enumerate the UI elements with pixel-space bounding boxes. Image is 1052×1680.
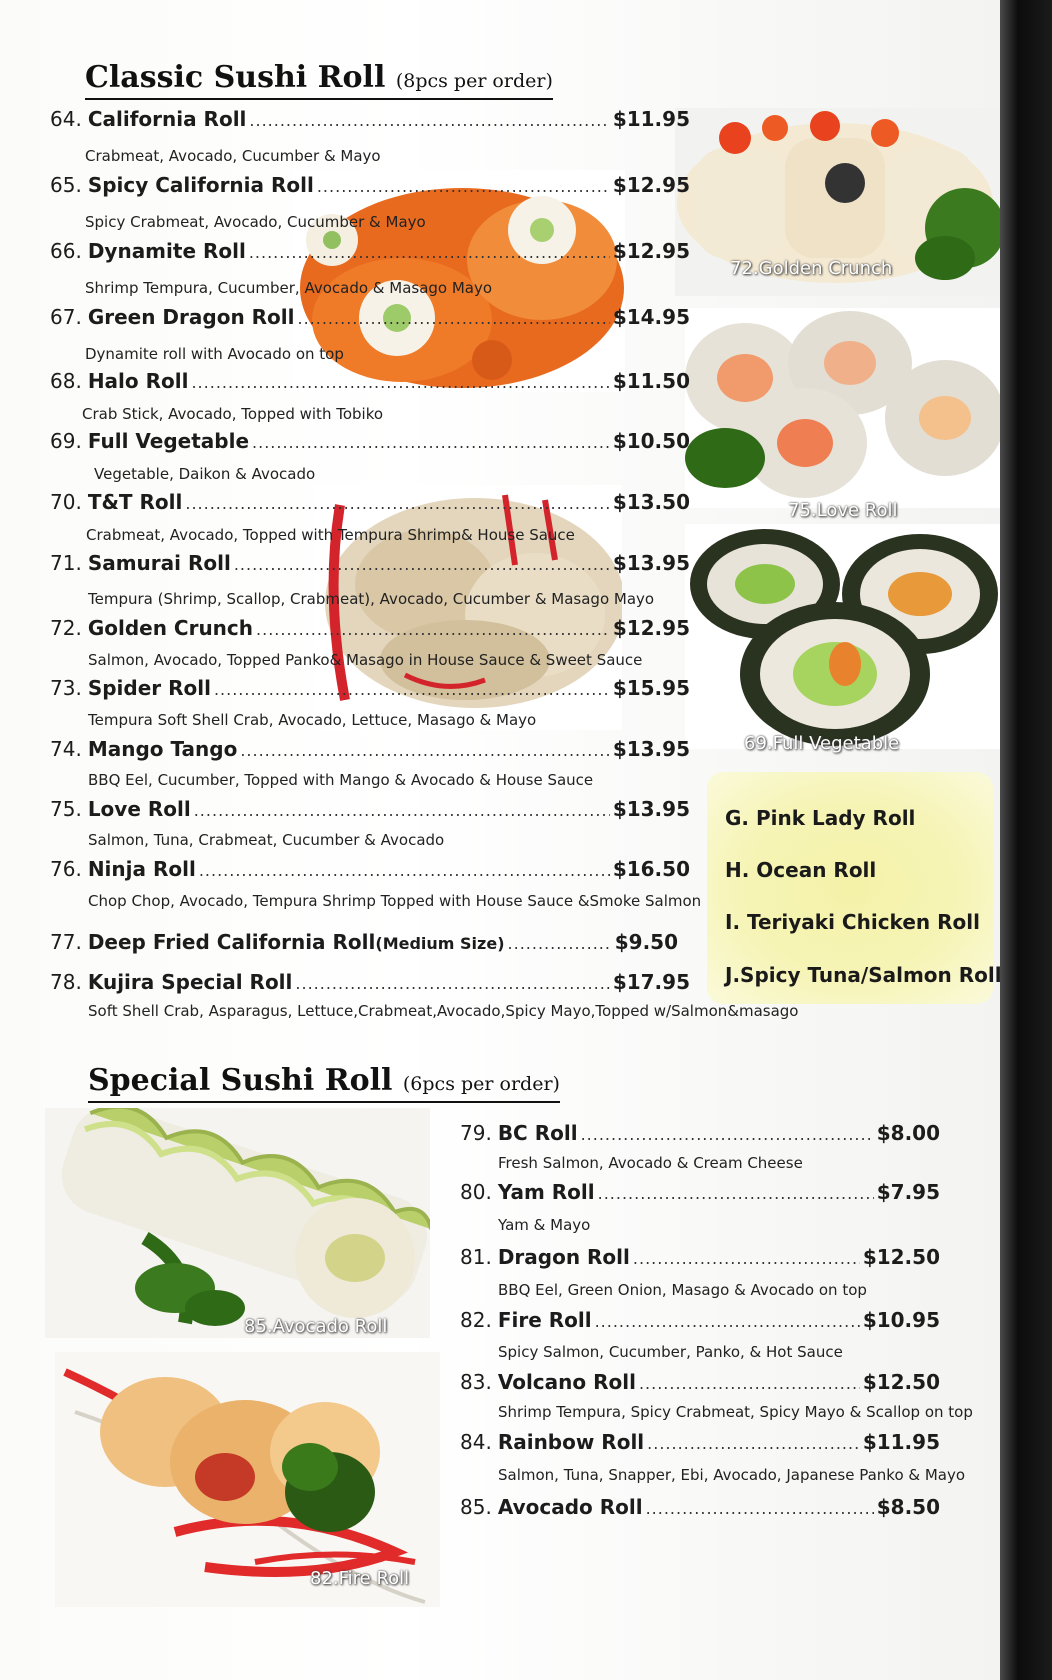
leader-dots [598,1182,874,1206]
leader-dots [214,678,610,702]
item-price: $12.50 [862,1245,940,1269]
menu-item-73 [50,676,690,702]
menu-item-82 [460,1308,940,1334]
menu-item-84 [460,1430,940,1456]
avocado-roll-photo [45,1108,430,1338]
item-price: $7.95 [876,1180,940,1204]
menu-item-70 [50,490,690,516]
item-name: T&T Roll [87,490,183,514]
leader-dots [234,553,610,577]
item-name: Love Roll [87,797,191,821]
menu-item-77 [50,930,678,956]
item-name: Full Vegetable [87,429,250,453]
item-description: BBQ Eel, Cucumber, Topped with Mango & Avocado & House Sauce [88,771,594,789]
menu-item-85 [460,1495,940,1521]
item-description: Chop Chop, Avocado, Tempura Shrimp Topped with House Sauce &Smoke Salmon [88,892,702,910]
item-name: Halo Roll [87,369,189,393]
item-number: 83. [460,1370,492,1394]
item-price: $13.95 [612,737,690,761]
item-description: Spicy Crabmeat, Avocado, Cucumber & Mayo [85,213,426,231]
item-name: Deep Fried California Roll [87,930,376,954]
item-price: $12.95 [612,173,690,197]
leader-dots [191,371,609,395]
item-name: Dynamite Roll [87,239,246,263]
item-name: Green Dragon Roll [87,305,295,329]
extra-rolls-box [707,772,1002,1004]
item-name: Yam Roll [497,1180,595,1204]
extra-roll-item: I. Teriyaki Chicken Roll [725,910,980,934]
item-number: 71. [50,551,82,575]
avocado-roll-caption: 85.Avocado Roll [244,1316,388,1337]
classic-subtitle-text: (8pcs per order) [395,70,553,92]
leader-dots [581,1123,874,1147]
menu-item-83 [460,1370,940,1396]
menu-item-71 [50,551,690,577]
menu-item-67 [50,305,690,331]
item-name: BC Roll [497,1121,578,1145]
item-number: 79. [460,1121,492,1145]
item-name: Dragon Roll [497,1245,630,1269]
item-number: 75. [50,797,82,821]
item-number: 78. [50,970,82,994]
item-name: Volcano Roll [497,1370,636,1394]
leader-dots [295,972,609,996]
item-price: $11.50 [612,369,690,393]
menu-item-72 [50,616,690,642]
item-name: Spider Roll [87,676,211,700]
fire-roll-caption: 82.Fire Roll [310,1568,410,1589]
item-description: Crabmeat, Avocado, Topped with Tempura Shrimp& House Sauce [86,526,575,544]
item-price: $8.50 [876,1495,940,1519]
menu-item-65 [50,173,690,199]
item-price: $16.50 [612,857,690,881]
item-description: Crab Stick, Avocado, Topped with Tobiko [82,405,384,423]
item-number: 67. [50,305,82,329]
love-roll-photo [685,308,1000,508]
item-price: $13.95 [612,797,690,821]
menu-item-81 [460,1245,940,1271]
leader-dots [249,109,609,133]
item-description: Fresh Salmon, Avocado & Cream Cheese [498,1154,803,1172]
item-name: Mango Tango [87,737,238,761]
item-number: 66. [50,239,82,263]
item-description: Spicy Salmon, Cucumber, Panko, & Hot Sauce [498,1343,843,1361]
item-number: 65. [50,173,82,197]
item-description: Tempura (Shrimp, Scallop, Crabmeat), Avocado, Cucumber & Masago Mayo [88,590,655,608]
item-number: 82. [460,1308,492,1332]
item-number: 85. [460,1495,492,1519]
leader-dots [185,492,609,516]
item-price: $11.95 [612,107,690,131]
leader-dots [647,1432,860,1456]
love-roll-caption: 75.Love Roll [788,500,898,521]
leader-dots [633,1247,860,1271]
leader-dots [639,1372,860,1396]
leader-dots [298,307,610,331]
item-name: Avocado Roll [497,1495,643,1519]
extra-roll-item: H. Ocean Roll [725,858,877,882]
classic-section-title [85,61,553,100]
item-price: $10.50 [612,429,690,453]
item-description: Salmon, Tuna, Snapper, Ebi, Avocado, Japanese Panko & Mayo [498,1466,966,1484]
item-description: Shrimp Tempura, Cucumber, Avocado & Masago Mayo [85,279,493,297]
menu-item-68 [50,369,690,395]
item-number: 64. [50,107,82,131]
item-number: 76. [50,857,82,881]
item-name: Golden Crunch [87,616,254,640]
special-title-text: Special Sushi Roll [88,1063,393,1098]
item-number: 68. [50,369,82,393]
item-price: $14.95 [612,305,690,329]
item-price: $11.95 [862,1430,940,1454]
leader-dots [646,1497,874,1521]
menu-item-79 [460,1121,940,1147]
item-description: Dynamite roll with Avocado on top [85,345,344,363]
item-name: Fire Roll [497,1308,592,1332]
item-description: Vegetable, Daikon & Avocado [94,465,316,483]
item-number: 73. [50,676,82,700]
leader-dots [252,431,610,455]
menu-spine [1000,0,1052,1680]
item-price: $12.95 [612,616,690,640]
leader-dots [240,739,609,763]
item-price: $15.95 [612,676,690,700]
item-number: 70. [50,490,82,514]
menu-item-69 [50,429,690,455]
item-description: Yam & Mayo [498,1216,591,1234]
leader-dots [508,932,612,956]
item-description: Salmon, Tuna, Crabmeat, Cucumber & Avocado [88,831,445,849]
item-number: 84. [460,1430,492,1454]
item-number: 72. [50,616,82,640]
leader-dots [194,799,610,823]
menu-item-64 [50,107,690,133]
extra-roll-item: G. Pink Lady Roll [725,806,916,830]
item-price: $12.95 [612,239,690,263]
item-name: Spicy California Roll [87,173,314,197]
item-number: 81. [460,1245,492,1269]
item-number: 74. [50,737,82,761]
item-name: Kujira Special Roll [87,970,293,994]
leader-dots [249,241,610,265]
item-price: $9.50 [614,930,678,954]
item-price: $17.95 [612,970,690,994]
item-description: BBQ Eel, Green Onion, Masago & Avocado on top [498,1281,867,1299]
item-number: 69. [50,429,82,453]
item-price: $10.95 [862,1308,940,1332]
full-vegetable-caption: 69.Full Vegetable [744,733,900,754]
item-number: 77. [50,930,82,954]
item-price: $13.50 [612,490,690,514]
item-description: Shrimp Tempura, Spicy Crabmeat, Spicy Mayo & Scallop on top [498,1403,973,1421]
item-description: Crabmeat, Avocado, Cucumber & Mayo [85,147,381,165]
golden-crunch-caption: 72.Golden Crunch [730,258,893,279]
menu-item-74 [50,737,690,763]
menu-item-76 [50,857,690,883]
item-size-note: (Medium Size) [375,934,505,953]
item-price: $13.95 [612,551,690,575]
leader-dots [317,175,610,199]
item-name: Rainbow Roll [497,1430,645,1454]
item-name: California Roll [87,107,247,131]
menu-item-78 [50,970,690,996]
special-subtitle-text: (6pcs per order) [402,1073,560,1095]
menu-item-66 [50,239,690,265]
item-price: $12.50 [862,1370,940,1394]
item-description: Salmon, Avocado, Topped Panko& Masago in House Sauce & Sweet Sauce [88,651,643,669]
full-vegetable-photo [685,524,1000,749]
menu-item-80 [460,1180,940,1206]
item-price: $8.00 [876,1121,940,1145]
extra-roll-item: J.Spicy Tuna/Salmon Roll [725,963,1002,987]
menu-item-75 [50,797,690,823]
leader-dots [595,1310,860,1334]
item-description: Soft Shell Crab, Asparagus, Lettuce,Crabmeat,Avocado,Spicy Mayo,Topped w/Salmon&masago [88,1002,799,1020]
item-description: Tempura Soft Shell Crab, Avocado, Lettuce, Masago & Mayo [88,711,537,729]
leader-dots [199,859,610,883]
item-name: Ninja Roll [87,857,196,881]
leader-dots [256,618,610,642]
special-section-title [88,1064,560,1103]
item-name: Samurai Roll [87,551,231,575]
classic-title-text: Classic Sushi Roll [85,60,386,95]
item-number: 80. [460,1180,492,1204]
